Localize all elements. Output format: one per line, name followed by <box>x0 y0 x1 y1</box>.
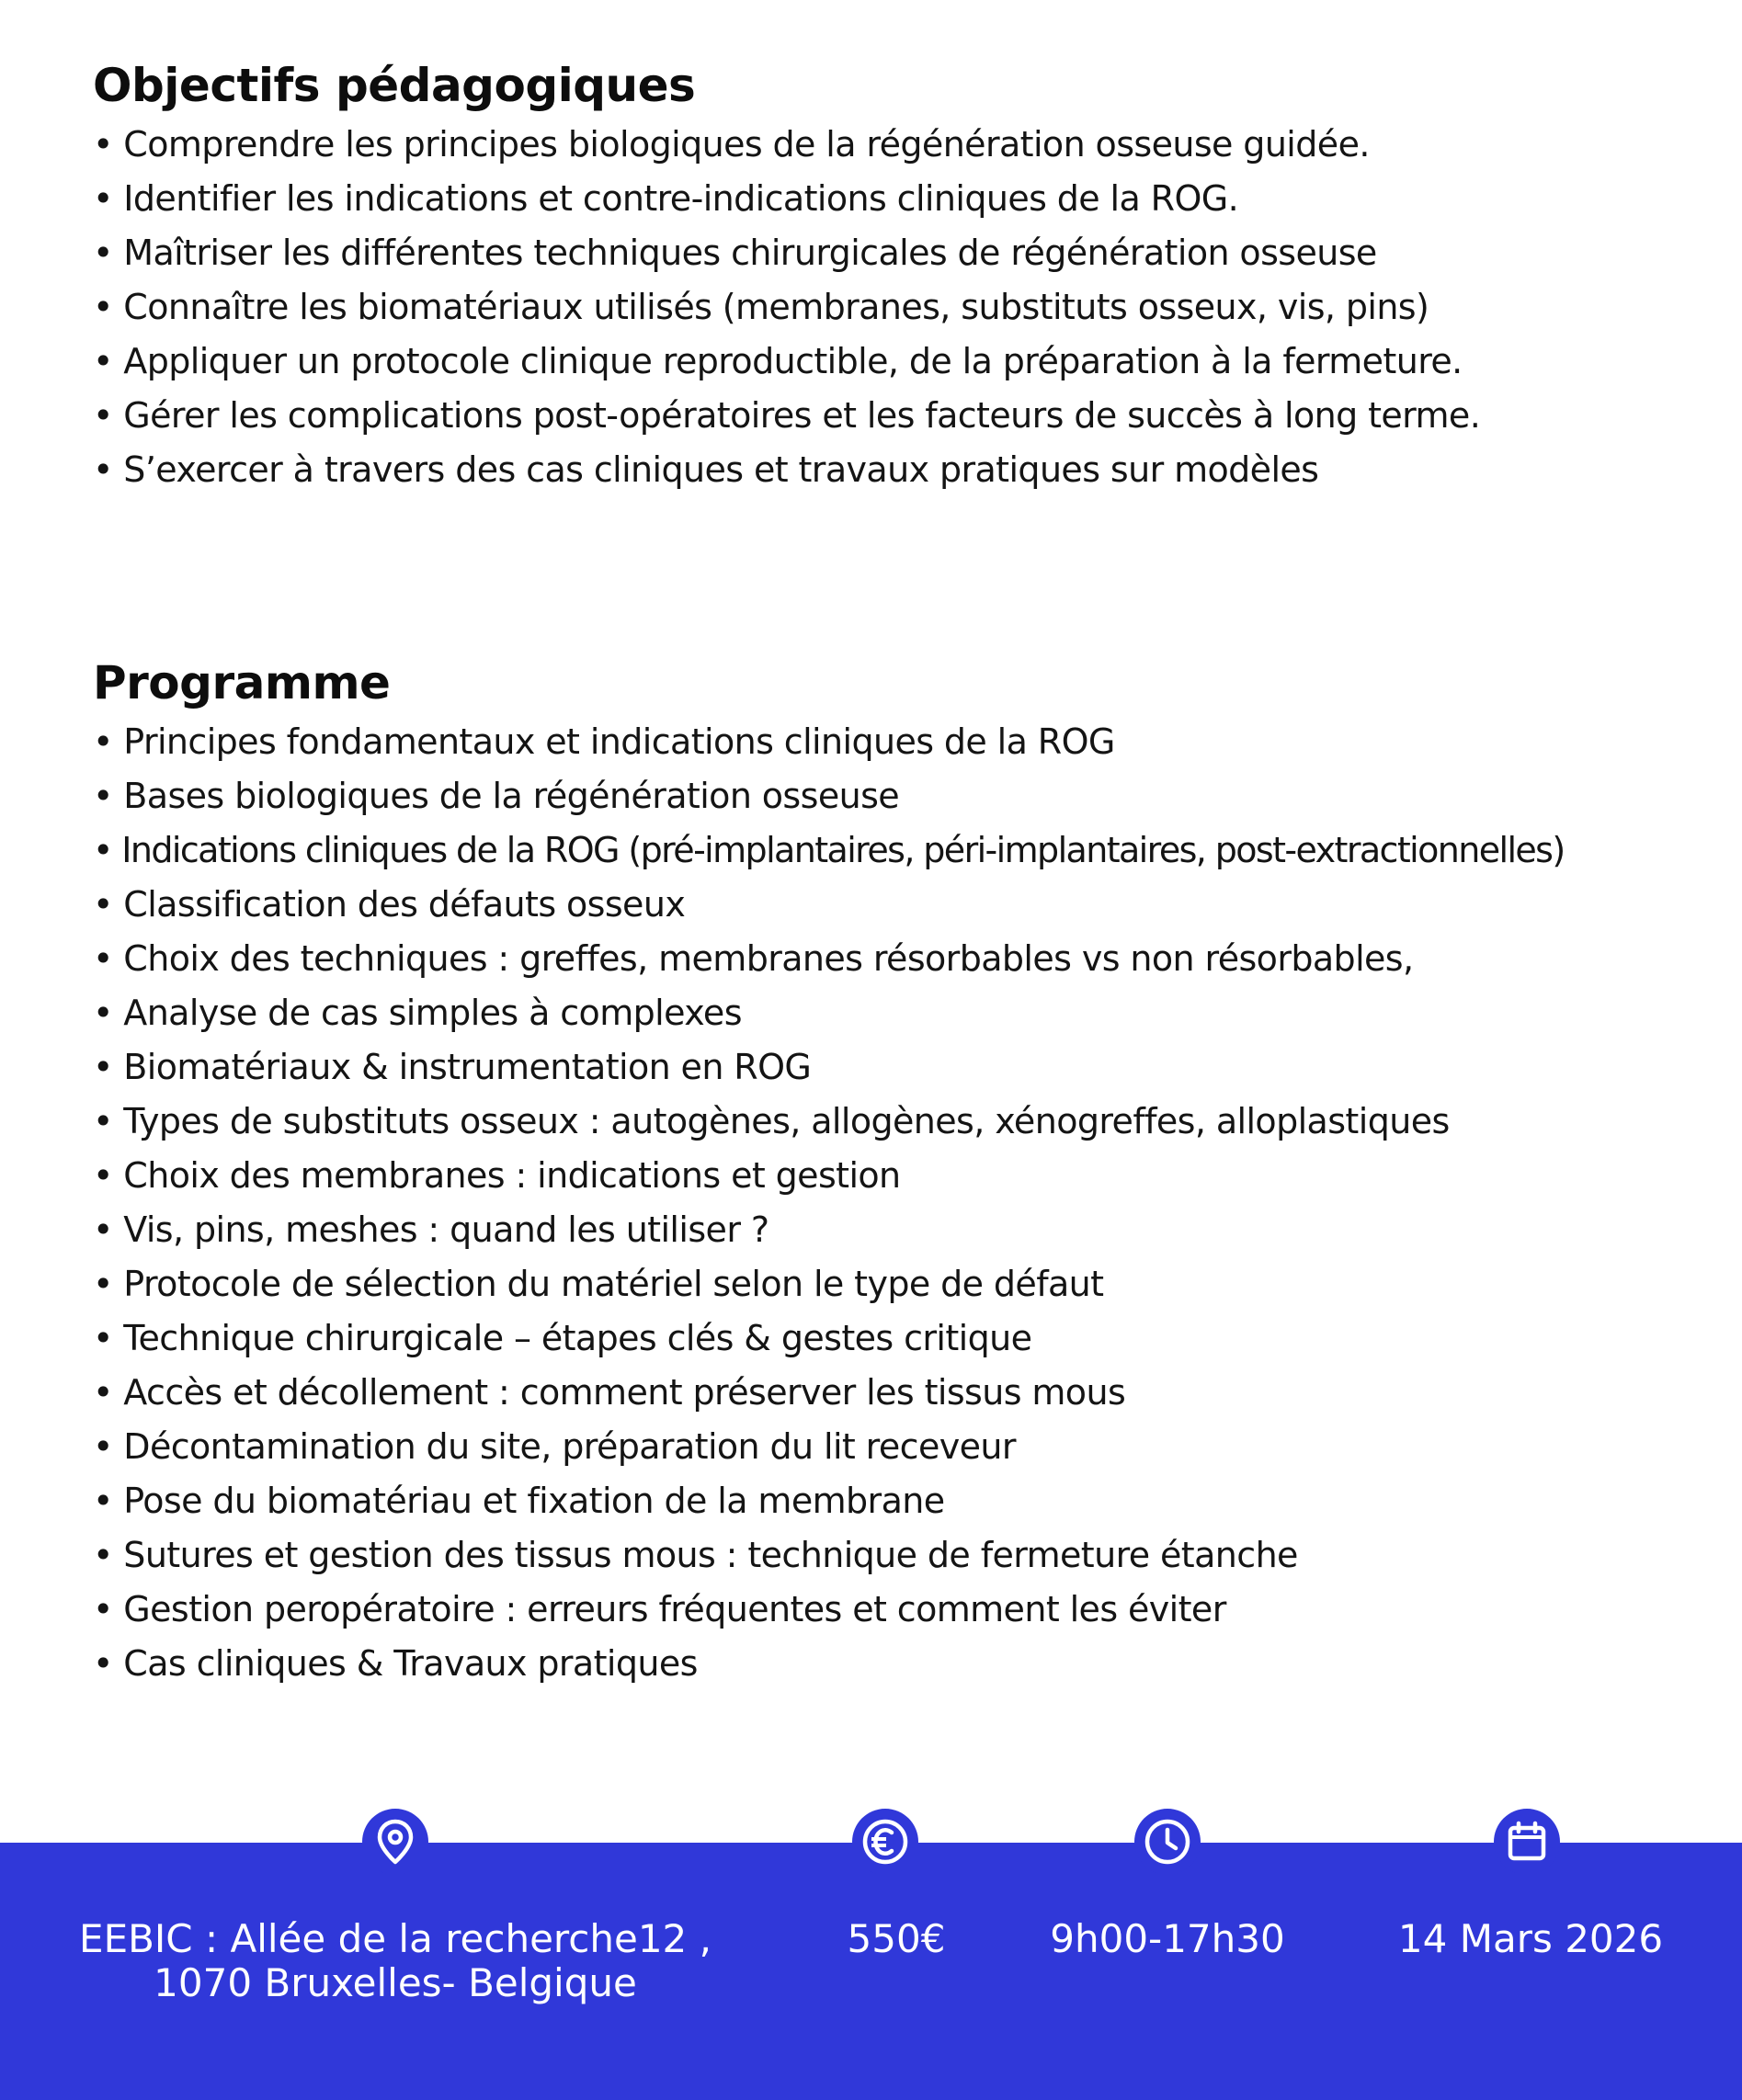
list-item: • Décontamination du site, préparation du lit receveur <box>93 1426 1016 1467</box>
list-item: • Principes fondamentaux et indications cliniques de la ROG <box>93 721 1115 762</box>
date-info: 14 Mars 2026 <box>1397 1916 1664 1961</box>
list-item: • Gestion peropératoire : erreurs fréquentes et comment les éviter <box>93 1589 1226 1629</box>
list-item: • Comprendre les principes biologiques de la régénération osseuse guidée. <box>93 124 1370 165</box>
list-item: • Sutures et gestion des tissus mous : technique de fermeture étanche <box>93 1535 1298 1575</box>
objectifs-title: Objectifs pédagogiques <box>93 59 696 112</box>
list-item: • Classification des défauts osseux <box>93 884 686 925</box>
hours-info: 9h00-17h30 <box>1050 1916 1285 1961</box>
list-item: • Types de substituts osseux : autogènes, allogènes, xénogreffes, alloplastiques <box>93 1101 1450 1141</box>
list-item: • Pose du biomatériau et fixation de la membrane <box>93 1481 945 1521</box>
programme-title: Programme <box>93 656 391 709</box>
map-pin-icon <box>362 1809 428 1875</box>
list-item: • S’exercer à travers des cas cliniques et travaux pratiques sur modèles <box>93 449 1319 490</box>
list-item: • Technique chirurgicale – étapes clés & gestes critique <box>93 1318 1032 1358</box>
list-item: • Bases biologiques de la régénération osseuse <box>93 776 900 816</box>
objectifs-list <box>93 118 1711 497</box>
list-item: • Identifier les indications et contre-indications cliniques de la ROG. <box>93 178 1239 219</box>
objectifs-section <box>93 57 1711 497</box>
location-line-1: EEBIC : Allée de la recherche12 , <box>79 1916 712 1961</box>
list-item: • Appliquer un protocole clinique reproductible, de la préparation à la fermeture. <box>93 341 1463 381</box>
list-item: • Maîtriser les différentes techniques chirurgicales de régénération osseuse <box>93 233 1377 273</box>
euro-icon <box>852 1809 918 1875</box>
clock-icon <box>1134 1809 1201 1875</box>
calendar-icon <box>1494 1809 1560 1875</box>
list-item: • Connaître les biomatériaux utilisés (membranes, substituts osseux, vis, pins) <box>93 287 1429 327</box>
location-line-2: 1070 Bruxelles- Belgique <box>154 1960 637 2005</box>
programme-section <box>93 654 1711 1691</box>
list-item: • Choix des techniques : greffes, membranes résorbables vs non résorbables, <box>93 938 1414 979</box>
list-item: • Cas cliniques & Travaux pratiques <box>93 1643 698 1684</box>
list-item: • Choix des membranes : indications et gestion <box>93 1155 901 1196</box>
list-item: • Vis, pins, meshes : quand les utiliser ? <box>93 1209 769 1250</box>
list-item: • Protocole de sélection du matériel selon le type de défaut <box>93 1264 1104 1304</box>
price-info: 550€ <box>847 1916 946 1961</box>
list-item: • Accès et décollement : comment préserver les tissus mous <box>93 1372 1126 1413</box>
list-item: • Indications cliniques de la ROG (pré-implantaires, péri-implantaires, post-extractionnelles) <box>93 830 1565 870</box>
list-item: • Gérer les complications post-opératoires et les facteurs de succès à long terme. <box>93 395 1481 436</box>
list-item: • Biomatériaux & instrumentation en ROG <box>93 1047 812 1087</box>
location-info <box>55 1917 735 2005</box>
list-item: • Analyse de cas simples à complexes <box>93 993 742 1033</box>
programme-list <box>93 715 1711 1691</box>
